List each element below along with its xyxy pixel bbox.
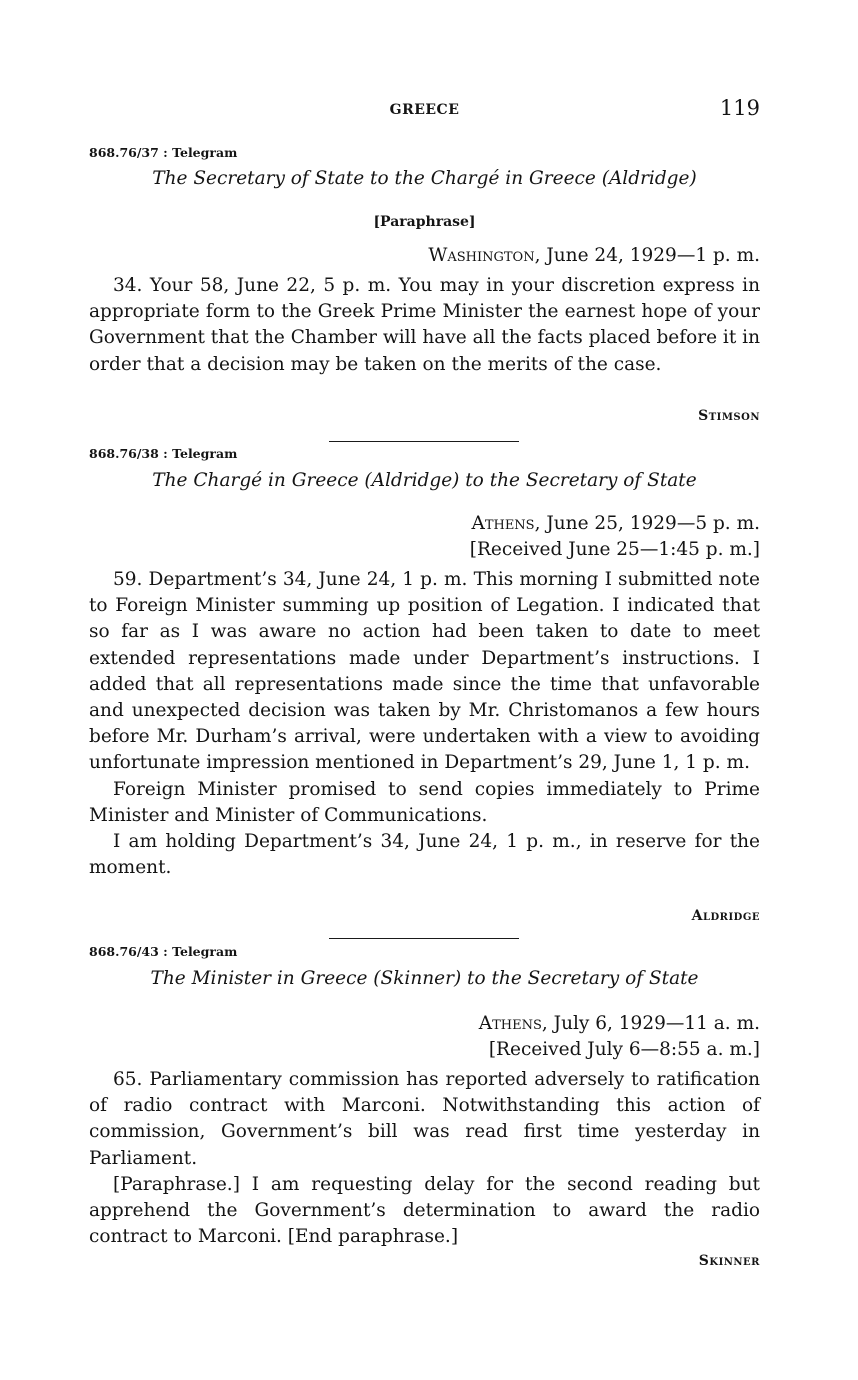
paragraph: 59. Department’s 34, June 24, 1 p. m. This morning I submitted note to Foreign Minister summing up position of Legation. I indicated that so far as I was aware no action had been taken to date to meet extended representations made under Department’s instructions. I added that all representations made since the time that unfavorable and unexpected decision was taken by Mr. Christomanos a few hours before Mr. Durham’s arrival, were undertaken with a view to avoiding unfortunate impression mentioned in Department’s 29, June 1, 1 p. m.: [89, 569, 760, 774]
paragraph: I am holding Department’s 34, June 24, 1 p. m., in reserve for the moment.: [89, 831, 760, 879]
document-title: The Secretary of State to the Chargé in Greece (Aldridge): [152, 168, 697, 189]
telegram-body: [89, 567, 760, 881]
page-number: 119: [719, 96, 760, 120]
section-divider: [329, 938, 519, 939]
document-title: The Chargé in Greece (Aldridge) to the Secretary of State: [152, 470, 697, 491]
received-stamp: [Received June 25—1:45 p. m.]: [469, 539, 760, 560]
dateline-place: Washington: [428, 245, 535, 266]
signature: Stimson: [698, 408, 760, 424]
dateline-place: Athens: [471, 513, 535, 534]
document-title: The Minister in Greece (Skinner) to the Secretary of State: [150, 968, 699, 989]
paraphrase-note: [Paraphrase]: [373, 214, 476, 230]
dateline-date: , June 25, 1929—5 p. m.: [534, 513, 760, 534]
running-head: [89, 96, 760, 122]
signature: Skinner: [698, 1253, 760, 1269]
dateline: [479, 1013, 760, 1034]
paragraph: 34. Your 58, June 22, 5 p. m. You may in your discretion express in appropriate form to the Greek Prime Minister the earnest hope of your Government that the Chamber will have all the facts placed before it in order that a decision may be taken on the merits of the case.: [89, 275, 760, 375]
dateline: [428, 245, 760, 266]
dateline-date: , July 6, 1929—11 a. m.: [541, 1013, 760, 1034]
dateline-date: , June 24, 1929—1 p. m.: [534, 245, 760, 266]
dateline-place: Athens: [478, 1013, 542, 1034]
running-title: GREECE: [389, 102, 460, 118]
paragraph: [Paraphrase.] I am requesting delay for the second reading but apprehend the Government’s determination to award the radio contract to Marconi. [End paraphrase.]: [89, 1173, 760, 1248]
section-divider: [329, 441, 519, 442]
dateline: [471, 513, 760, 534]
file-reference: 868.76/43 : Telegram: [89, 944, 238, 959]
paragraph: Foreign Minister promised to send copies immediately to Prime Minister and Minister of Communications.: [89, 778, 760, 826]
file-reference: 868.76/37 : Telegram: [89, 145, 238, 160]
file-reference: 868.76/38 : Telegram: [89, 446, 238, 461]
telegram-body: [89, 1067, 760, 1250]
paragraph: 65. Parliamentary commission has reported adversely to ratification of radio contract with Marconi. Notwithstanding this action of commission, Government’s bill was read first time yesterday in Parliament.: [89, 1069, 760, 1169]
received-stamp: [Received July 6—8:55 a. m.]: [488, 1039, 760, 1060]
signature: Aldridge: [691, 908, 760, 924]
telegram-body: [89, 273, 760, 378]
